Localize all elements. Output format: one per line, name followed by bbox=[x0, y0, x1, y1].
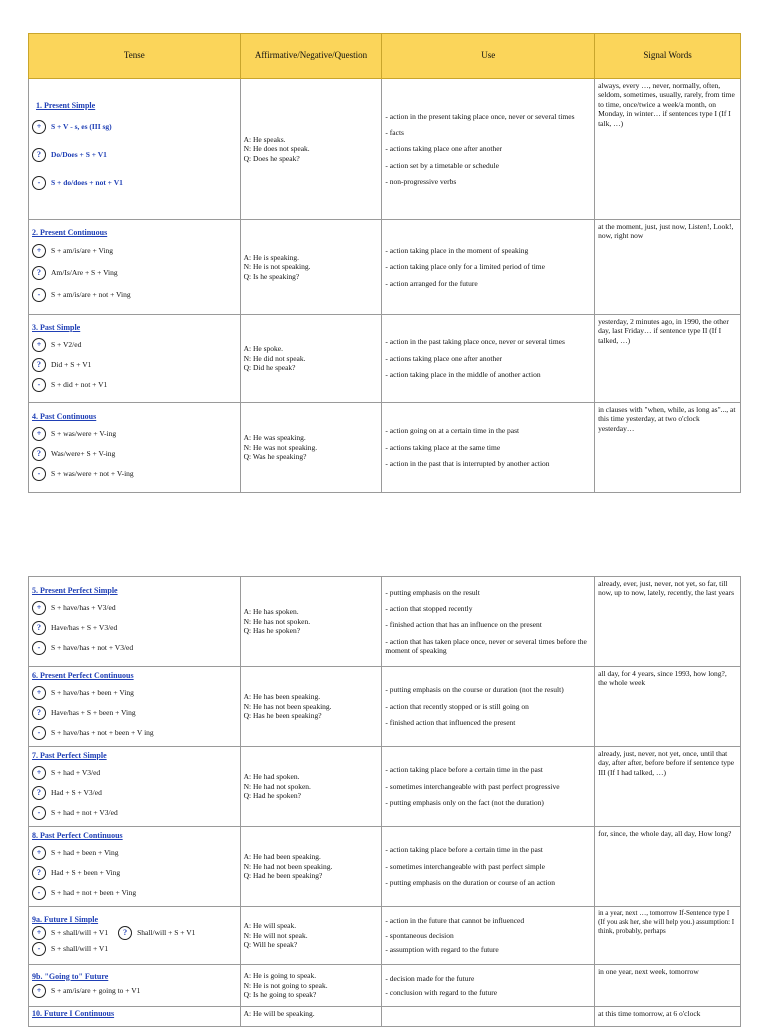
use-list: - putting emphasis on the result - action that stopped recently - finished action that has an influence on the present - action that has taken place once, never or several times before the moment of speaking bbox=[385, 587, 587, 656]
question-icon: ? bbox=[32, 621, 46, 635]
signal-words-cell: already, just, never, not yet, once, until that day, after after, before before if sentence type III (If I had talked, …) bbox=[595, 747, 741, 827]
table-row bbox=[29, 315, 741, 403]
minus-icon: - bbox=[32, 806, 46, 820]
question-icon: ? bbox=[32, 447, 46, 461]
minus-icon: - bbox=[32, 942, 46, 956]
use-list: - action taking place before a certain time in the past - sometimes interchangeable with past perfect simple - putting emphasis on the duration or course of an action bbox=[385, 845, 555, 888]
form-question: ? Had + S + been + Ving bbox=[32, 863, 237, 883]
tense-title-link[interactable]: 3. Past Simple bbox=[32, 322, 81, 332]
use-cell bbox=[382, 827, 595, 907]
form-affirmative: + S + am/is/are + Ving bbox=[32, 240, 237, 262]
form-affirmative: + S + have/has + been + Ving bbox=[32, 683, 237, 703]
tense-cell bbox=[29, 827, 241, 907]
tense-cell bbox=[29, 965, 241, 1007]
form-question: ? Have/has + S + V3/ed bbox=[32, 618, 237, 638]
plus-icon: + bbox=[32, 244, 46, 258]
tense-title-link[interactable]: 1. Present Simple bbox=[36, 101, 96, 110]
minus-icon: - bbox=[32, 288, 46, 302]
form-negative: - S + was/were + not + V-ing bbox=[32, 464, 237, 484]
form-affirmative: + S + have/has + V3/ed bbox=[32, 598, 237, 618]
minus-icon: - bbox=[32, 726, 46, 740]
tenses-table-1 bbox=[28, 33, 741, 493]
signal-words-cell: yesterday, 2 minutes ago, in 1990, the other day, last Friday… if sentence type II (If I talked, …) bbox=[595, 315, 741, 403]
plus-icon: + bbox=[32, 601, 46, 615]
form-negative: - S + had + not + been + Ving bbox=[32, 883, 237, 903]
tense-title-link[interactable]: 2. Present Continuous bbox=[32, 228, 108, 237]
table-row bbox=[29, 907, 741, 965]
tense-cell bbox=[29, 747, 241, 827]
examples-cell: A: He has been speaking. N: He has not been speaking. Q: Has he been speaking? bbox=[240, 667, 382, 747]
use-cell bbox=[382, 315, 595, 403]
signal-words-cell: all day, for 4 years, since 1993, how long?, the whole week bbox=[595, 667, 741, 747]
use-list: - action taking place in the moment of speaking - action taking place only for a limited period of time - action arranged for the future bbox=[385, 245, 545, 288]
tense-cell bbox=[29, 79, 241, 220]
minus-icon: - bbox=[32, 886, 46, 900]
form-negative: - S + have/has + not + V3/ed bbox=[32, 638, 237, 658]
form-affirmative: + S + was/were + V-ing bbox=[32, 424, 237, 444]
form-negative: - S + did + not + V1 bbox=[32, 375, 237, 395]
plus-icon: + bbox=[32, 926, 46, 940]
form-affirmative: + S + V2/ed bbox=[32, 335, 237, 355]
examples-cell: A: He had been speaking. N: He had not been speaking. Q: Had he been speaking? bbox=[240, 827, 382, 907]
signal-words-cell: for, since, the whole day, all day, How long? bbox=[595, 827, 741, 907]
form-question: ? Had + S + V3/ed bbox=[32, 783, 237, 803]
examples-cell: A: He will be speaking. bbox=[240, 1007, 382, 1027]
signal-words-cell: at the moment, just, just now, Listen!, Look!, now, right now bbox=[595, 220, 741, 315]
table-row bbox=[29, 827, 741, 907]
examples-cell: A: He has spoken. N: He has not spoken. Q: Has he spoken? bbox=[240, 577, 382, 667]
question-icon: ? bbox=[32, 706, 46, 720]
table-row bbox=[29, 220, 741, 315]
table-row bbox=[29, 965, 741, 1007]
table-row bbox=[29, 79, 741, 220]
signal-words-cell: in a year, next …, tomorrow If-Sentence type I (If you ask her, she will help you.) assumption: I think, probably, perhaps bbox=[595, 907, 741, 965]
use-cell bbox=[382, 220, 595, 315]
signal-words-cell: at this time tomorrow, at 6 o'clock bbox=[595, 1007, 741, 1027]
signal-words-cell: always, every …, never, normally, often, seldom, sometimes, usually, rarely, from time to time, once/twice a week/a month, on Monday, in winter… if sentences type I (If I talk, …) bbox=[595, 79, 741, 220]
signal-words-cell: in clauses with "when, while, as long as"..., at this time yesterday, at two o'clock yesterday… bbox=[595, 403, 741, 493]
form-negative: - S + had + not + V3/ed bbox=[32, 803, 237, 823]
examples-cell: A: He speaks. N: He does not speak. Q: Does he speak? bbox=[240, 79, 382, 220]
form-question: ? Do/Does + S + V1 bbox=[32, 141, 237, 169]
examples-cell: A: He will speak. N: He will not speak. Q: Will he speak? bbox=[240, 907, 382, 965]
tense-cell bbox=[29, 220, 241, 315]
use-cell bbox=[382, 747, 595, 827]
use-list: - putting emphasis on the course or duration (not the result) - action that recently stopped or is still going on - finished action that influenced the present bbox=[385, 685, 564, 728]
tense-title-link[interactable]: 6. Present Perfect Continuous bbox=[32, 670, 134, 680]
use-cell bbox=[382, 907, 595, 965]
form-affirmative: + S + had + V3/ed bbox=[32, 763, 237, 783]
header-tense: Tense bbox=[29, 34, 241, 79]
signal-words-cell: already, ever, just, never, not yet, so far, till now, up to now, lately, recently, the last years bbox=[595, 577, 741, 667]
form-affirmative: + S + V - s, es (III sg) bbox=[32, 113, 237, 141]
minus-icon: - bbox=[32, 467, 46, 481]
form-question: ? Was/were+ S + V-ing bbox=[32, 444, 237, 464]
examples-cell: A: He is going to speak. N: He is not going to speak. Q: Is he going to speak? bbox=[240, 965, 382, 1007]
examples-cell: A: He was speaking. N: He was not speaking. Q: Was he speaking? bbox=[240, 403, 382, 493]
minus-icon: - bbox=[32, 176, 46, 190]
form-negative: - S + have/has + not + been + V ing bbox=[32, 723, 237, 743]
use-cell bbox=[382, 965, 595, 1007]
tense-cell bbox=[29, 315, 241, 403]
examples-cell: A: He is speaking. N: He is not speaking. Q: Is he speaking? bbox=[240, 220, 382, 315]
form-affirmative: + S + had + been + Ving bbox=[32, 843, 237, 863]
use-cell bbox=[382, 667, 595, 747]
plus-icon: + bbox=[32, 766, 46, 780]
header-signal-words: Signal Words bbox=[595, 34, 741, 79]
tense-cell bbox=[29, 403, 241, 493]
examples-cell: A: He had spoken. N: He had not spoken. Q: Had he spoken? bbox=[240, 747, 382, 827]
use-list: - decision made for the future - conclusion with regard to the future bbox=[385, 973, 498, 997]
question-icon: ? bbox=[118, 926, 132, 940]
form-negative: - S + am/is/are + not + Ving bbox=[32, 284, 237, 306]
tense-cell bbox=[29, 907, 241, 965]
question-icon: ? bbox=[32, 358, 46, 372]
table-row bbox=[29, 747, 741, 827]
use-cell bbox=[382, 403, 595, 493]
table-row bbox=[29, 667, 741, 747]
form-affirmative: + S + shall/will + V1 ? Shall/will + S + V1 bbox=[32, 925, 237, 941]
plus-icon: + bbox=[32, 846, 46, 860]
question-icon: ? bbox=[32, 148, 46, 162]
use-list: - action in the present taking place once, never or several times - facts - actions taking place one after another - action set by a timetable or schedule - non-progressive verbs bbox=[385, 111, 575, 187]
form-negative: - S + shall/will + V1 bbox=[32, 941, 237, 957]
form-negative: - S + do/does + not + V1 bbox=[32, 169, 237, 197]
header-use: Use bbox=[382, 34, 595, 79]
tense-title-link[interactable]: 4. Past Continuous bbox=[32, 411, 97, 421]
use-list: - action taking place before a certain time in the past - sometimes interchangeable with past perfect progressive - putting emphasis only on the fact (not the duration) bbox=[385, 765, 560, 808]
table-row bbox=[29, 403, 741, 493]
minus-icon: - bbox=[32, 378, 46, 392]
header-forms: Affirmative/Negative/Question bbox=[240, 34, 382, 79]
tense-title-link[interactable]: 10. Future I Continuous bbox=[32, 1009, 115, 1018]
question-icon: ? bbox=[32, 866, 46, 880]
use-cell bbox=[382, 79, 595, 220]
form-question: ? Did + S + V1 bbox=[32, 355, 237, 375]
tense-title-link[interactable]: 9a. Future I Simple bbox=[32, 914, 99, 924]
tense-title-link[interactable]: 9b. "Going to" Future bbox=[32, 971, 109, 981]
plus-icon: + bbox=[32, 427, 46, 441]
header-row bbox=[29, 34, 741, 79]
signal-words-cell: in one year, next week, tomorrow bbox=[595, 965, 741, 1007]
plus-icon: + bbox=[32, 686, 46, 700]
form-question: ? Have/has + S + been + Ving bbox=[32, 703, 237, 723]
form-affirmative: + S + am/is/are + going to + V1 bbox=[32, 982, 237, 1000]
question-icon: ? bbox=[32, 786, 46, 800]
use-list: - action in the past taking place once, never or several times - actions taking place one after another - action taking place in the middle of another action bbox=[385, 337, 565, 380]
tense-title-link[interactable]: 5. Present Perfect Simple bbox=[32, 585, 118, 595]
tense-title-link[interactable]: 8. Past Perfect Continuous bbox=[32, 830, 123, 840]
plus-icon: + bbox=[32, 984, 46, 998]
question-icon: ? bbox=[32, 266, 46, 280]
use-list: - action in the future that cannot be influenced - spontaneous decision - assumption with regard to the future bbox=[385, 916, 525, 955]
form-question: ? Am/Is/Are + S + Ving bbox=[32, 262, 237, 284]
minus-icon: - bbox=[32, 641, 46, 655]
tenses-table-2 bbox=[28, 576, 741, 1027]
tense-cell bbox=[29, 577, 241, 667]
use-cell bbox=[382, 577, 595, 667]
tense-cell bbox=[29, 667, 241, 747]
plus-icon: + bbox=[32, 338, 46, 352]
plus-icon: + bbox=[32, 120, 46, 134]
table-row bbox=[29, 577, 741, 667]
use-list: - action going on at a certain time in the past - actions taking place at the same time - action in the past that is interrupted by another action bbox=[385, 426, 550, 469]
tense-title-link[interactable]: 7. Past Perfect Simple bbox=[32, 750, 107, 760]
examples-cell: A: He spoke. N: He did not speak. Q: Did he speak? bbox=[240, 315, 382, 403]
